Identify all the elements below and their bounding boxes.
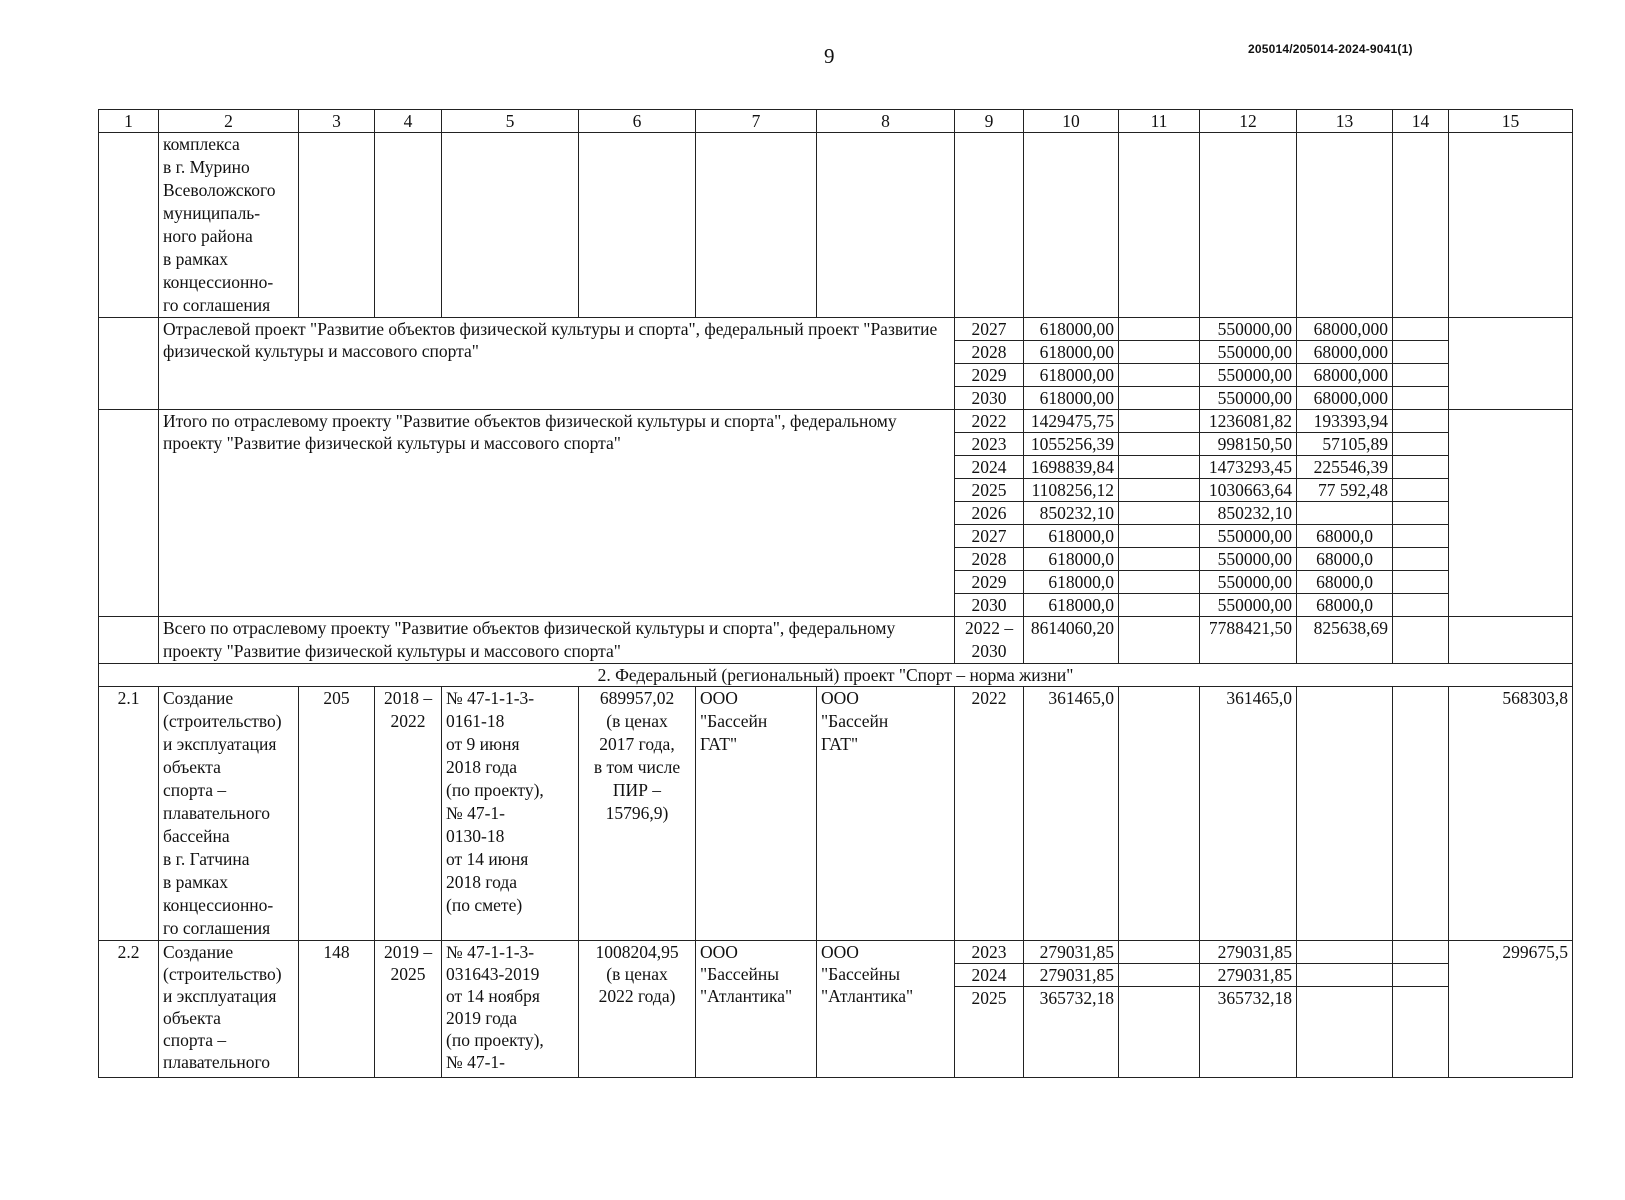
total-cell: 618000,00 <box>1024 341 1119 364</box>
year-cell: 2030 <box>955 594 1024 617</box>
column-number: 13 <box>1297 110 1393 133</box>
year-cell: 2029 <box>955 571 1024 594</box>
regional-cell: 361465,0 <box>1200 687 1297 941</box>
recipient-cell: ООО "Бассейны "Атлантика" <box>817 941 955 1078</box>
total-cell: 1108256,12 <box>1024 479 1119 502</box>
grand-total-row <box>99 617 1573 664</box>
regional-cell: 279031,85 <box>1200 964 1297 987</box>
grand-total-label: Всего по отраслевому проекту "Развитие объектов физической культуры и спорта", федеральному проекту "Развитие физической культуры и массового спорта" <box>159 617 955 664</box>
local-cell: 68000,0 <box>1297 525 1393 548</box>
section-heading-row <box>99 664 1573 687</box>
year-cell: 2028 <box>955 341 1024 364</box>
local-cell <box>1297 502 1393 525</box>
column-number: 7 <box>696 110 817 133</box>
customer-cell: ООО "Бассейны "Атлантика" <box>696 941 817 1078</box>
total-cell: 1055256,39 <box>1024 433 1119 456</box>
customer-cell: ООО "Бассейн ГАТ" <box>696 687 817 941</box>
total-cell: 618000,0 <box>1024 525 1119 548</box>
year-cell: 2023 <box>955 941 1024 964</box>
column-number: 5 <box>442 110 579 133</box>
balance-cell: 568303,8 <box>1449 687 1573 941</box>
estimated-cost-cell: 689957,02 (в ценах 2017 года, в том числе ПИР – 15796,9) <box>579 687 696 941</box>
recipient-cell: ООО "Бассейн ГАТ" <box>817 687 955 941</box>
column-number: 6 <box>579 110 696 133</box>
column-number: 15 <box>1449 110 1573 133</box>
column-number: 10 <box>1024 110 1119 133</box>
year-cell: 2025 <box>955 479 1024 502</box>
regional-cell: 7788421,50 <box>1200 617 1297 664</box>
column-number: 1 <box>99 110 159 133</box>
regional-cell: 550000,00 <box>1200 594 1297 617</box>
regional-cell: 550000,00 <box>1200 318 1297 341</box>
column-number: 12 <box>1200 110 1297 133</box>
total-cell: 279031,85 <box>1024 964 1119 987</box>
year-range-cell: 2022 – 2030 <box>955 617 1024 664</box>
regional-cell: 550000,00 <box>1200 364 1297 387</box>
regional-cell: 850232,10 <box>1200 502 1297 525</box>
regional-cell: 550000,00 <box>1200 548 1297 571</box>
regional-cell: 550000,00 <box>1200 341 1297 364</box>
year-cell: 2026 <box>955 502 1024 525</box>
regional-cell: 1473293,45 <box>1200 456 1297 479</box>
year-cell: 2023 <box>955 433 1024 456</box>
local-cell: 57105,89 <box>1297 433 1393 456</box>
local-cell: 68000,000 <box>1297 318 1393 341</box>
local-cell: 68000,0 <box>1297 594 1393 617</box>
column-number: 3 <box>299 110 375 133</box>
section-title: 2. Федеральный (региональный) проект "Спорт – норма жизни" <box>99 664 1573 687</box>
local-cell: 68000,000 <box>1297 387 1393 410</box>
year-cell: 2022 <box>955 410 1024 433</box>
year-cell: 2024 <box>955 964 1024 987</box>
total-cell: 618000,0 <box>1024 594 1119 617</box>
total-cell: 618000,00 <box>1024 387 1119 410</box>
document-id: 205014/205014-2024-9041(1) <box>1248 42 1413 56</box>
regional-cell: 279031,85 <box>1200 941 1297 964</box>
year-cell: 2022 <box>955 687 1024 941</box>
capacity-cell: 205 <box>299 687 375 941</box>
regional-cell: 550000,00 <box>1200 571 1297 594</box>
column-number: 9 <box>955 110 1024 133</box>
continued-item-row <box>99 133 1573 318</box>
item-row <box>99 687 1573 941</box>
total-cell: 618000,00 <box>1024 318 1119 341</box>
total-cell: 361465,0 <box>1024 687 1119 941</box>
local-cell: 68000,0 <box>1297 548 1393 571</box>
total-cell: 8614060,20 <box>1024 617 1119 664</box>
year-cell: 2027 <box>955 525 1024 548</box>
total-cell: 365732,18 <box>1024 987 1119 1078</box>
year-cell: 2024 <box>955 456 1024 479</box>
item-name: Создание (строительство) и эксплуатация объекта спорта – плавательного <box>159 941 299 1078</box>
year-cell: 2028 <box>955 548 1024 571</box>
year-cell: 2025 <box>955 987 1024 1078</box>
estimated-cost-cell: 1008204,95 (в ценах 2022 года) <box>579 941 696 1078</box>
column-number: 4 <box>375 110 442 133</box>
column-number: 2 <box>159 110 299 133</box>
total-cell: 618000,00 <box>1024 364 1119 387</box>
total-cell: 618000,0 <box>1024 548 1119 571</box>
total-cell: 850232,10 <box>1024 502 1119 525</box>
investment-table <box>98 109 1573 1078</box>
local-cell: 225546,39 <box>1297 456 1393 479</box>
total-cell: 279031,85 <box>1024 941 1119 964</box>
period-cell: 2018 – 2022 <box>375 687 442 941</box>
regional-cell: 1030663,64 <box>1200 479 1297 502</box>
column-number: 14 <box>1393 110 1449 133</box>
balance-cell: 299675,5 <box>1449 941 1573 1078</box>
regional-cell: 1236081,82 <box>1200 410 1297 433</box>
local-cell: 68000,000 <box>1297 364 1393 387</box>
year-cell: 2030 <box>955 387 1024 410</box>
regional-cell: 998150,50 <box>1200 433 1297 456</box>
year-cell: 2029 <box>955 364 1024 387</box>
local-cell: 77 592,48 <box>1297 479 1393 502</box>
local-cell: 193393,94 <box>1297 410 1393 433</box>
item-number: 2.2 <box>99 941 159 1078</box>
total-cell: 618000,0 <box>1024 571 1119 594</box>
regional-cell: 550000,00 <box>1200 387 1297 410</box>
year-cell: 2027 <box>955 318 1024 341</box>
local-cell: 825638,69 <box>1297 617 1393 664</box>
local-cell: 68000,0 <box>1297 571 1393 594</box>
regional-cell: 365732,18 <box>1200 987 1297 1078</box>
subtotal-label: Итого по отраслевому проекту "Развитие объектов физической культуры и спорта", федеральному проекту "Развитие физической культуры и массового спорта" <box>159 410 955 617</box>
regional-cell: 550000,00 <box>1200 525 1297 548</box>
item-number: 2.1 <box>99 687 159 941</box>
local-cell: 68000,000 <box>1297 341 1393 364</box>
column-number: 11 <box>1119 110 1200 133</box>
expertise-cell: № 47-1-1-3- 0161-18 от 9 июня 2018 года (по проекту), № 47-1- 0130-18 от 14 июня 2018 года (по смете) <box>442 687 579 941</box>
period-cell: 2019 – 2025 <box>375 941 442 1078</box>
column-number: 8 <box>817 110 955 133</box>
sector-project-row <box>99 318 1573 341</box>
continued-item-name: комплекса в г. Мурино Всеволожского муниципаль- ного района в рамках концессионно- го соглашения <box>159 133 299 318</box>
page-number: 9 <box>824 44 835 68</box>
subtotal-row <box>99 410 1573 433</box>
total-cell: 1429475,75 <box>1024 410 1119 433</box>
total-cell: 1698839,84 <box>1024 456 1119 479</box>
column-numbers-row <box>99 110 1573 133</box>
expertise-cell: № 47-1-1-3- 031643-2019 от 14 ноября 2019 года (по проекту), № 47-1- <box>442 941 579 1078</box>
sector-project-label: Отраслевой проект "Развитие объектов физической культуры и спорта", федеральный проект "Развитие физической культуры и массового спорта" <box>159 318 955 410</box>
capacity-cell: 148 <box>299 941 375 1078</box>
item-row <box>99 941 1573 964</box>
item-name: Создание (строительство) и эксплуатация объекта спорта – плавательного бассейна в г. Гатчина в рамках концессионно- го соглашения <box>159 687 299 941</box>
